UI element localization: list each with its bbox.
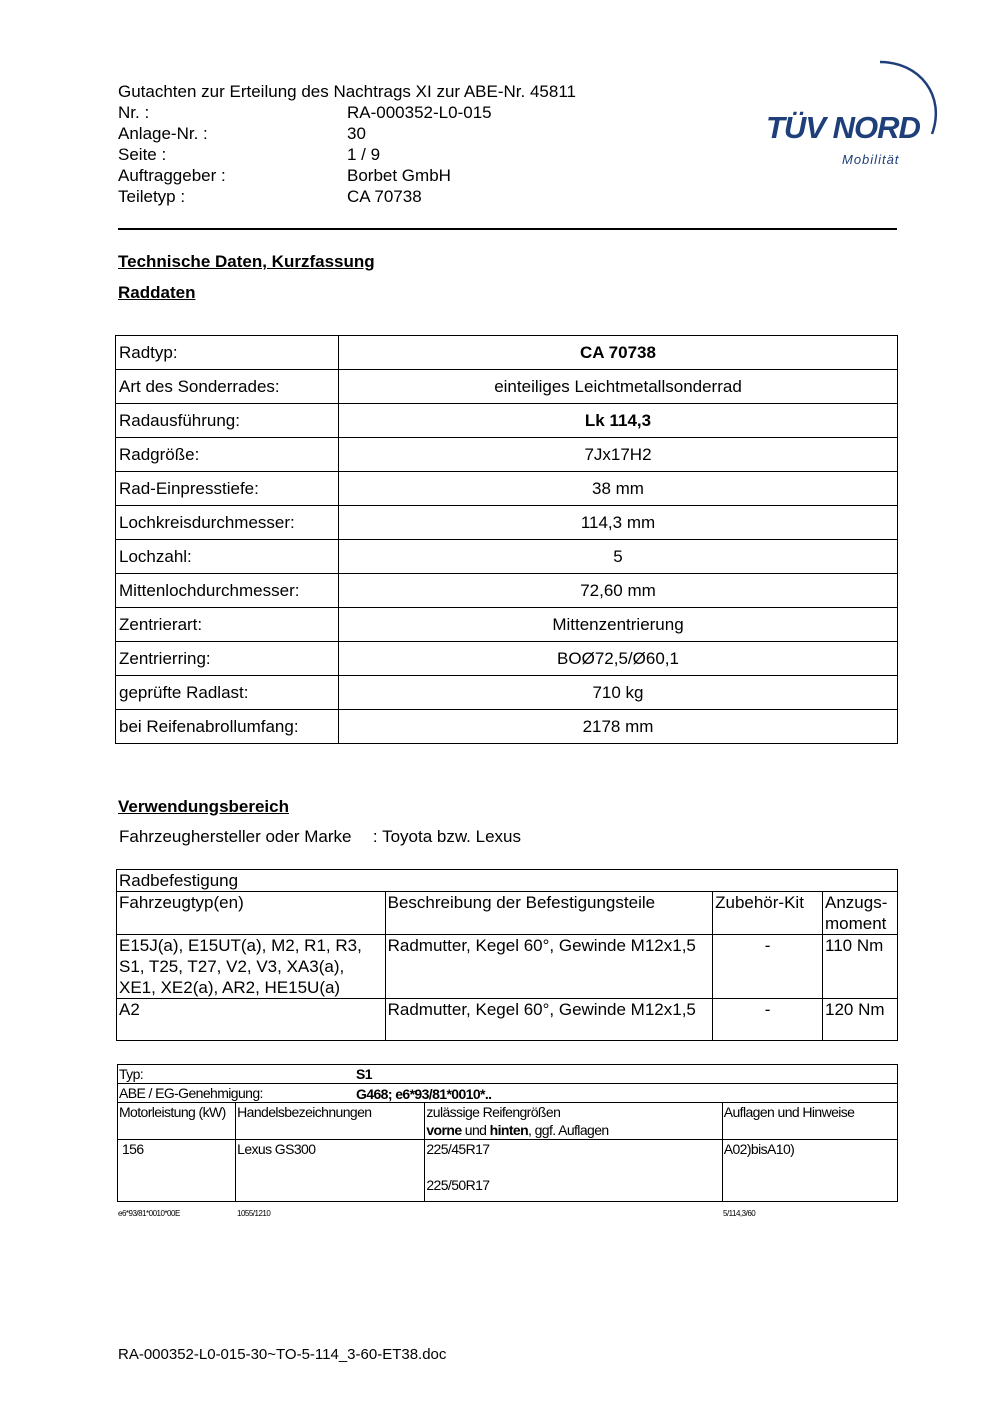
- tuv-nord-logo: [760, 56, 940, 172]
- header-row-label: Nr. :: [118, 103, 150, 122]
- raddaten-key: Rad-Einpresstiefe:: [116, 472, 339, 506]
- typ-table: [117, 1064, 898, 1202]
- row-reifen-2: 225/50R17: [426, 1177, 490, 1193]
- abe-value: G468; e6*93/81*0010*..: [356, 1086, 492, 1102]
- abe-label: ABE / EG-Genehmigung:: [119, 1085, 263, 1101]
- typ-label-cell: [118, 1065, 425, 1084]
- header-row: [118, 144, 380, 165]
- abe-filler: [425, 1084, 898, 1103]
- raddaten-row: [116, 642, 898, 676]
- hersteller-line: [119, 827, 521, 847]
- raddaten-value: 114,3 mm: [339, 506, 898, 540]
- raddaten-key: Zentrierart:: [116, 608, 339, 642]
- col-reifen-und: und: [461, 1122, 490, 1138]
- befestigung-kit: -: [713, 999, 823, 1041]
- raddaten-key: Lochzahl:: [116, 540, 339, 574]
- section-title: Technische Daten, Kurzfassung: [118, 252, 375, 271]
- col-reifen-rest: , ggf. Auflagen: [528, 1122, 609, 1138]
- radbefestigung-title: Radbefestigung: [117, 870, 898, 892]
- raddaten-key: Radtyp:: [116, 336, 339, 370]
- raddaten-value: 7Jx17H2: [339, 438, 898, 472]
- header-anzugsmoment-line1: Anzugs-: [825, 893, 888, 912]
- header-row-value: CA 70738: [347, 187, 422, 206]
- row-reifen-1: 225/45R17: [426, 1141, 490, 1157]
- raddaten-value: 2178 mm: [339, 710, 898, 744]
- footnote-3: 5/114,3/60: [723, 1209, 756, 1218]
- raddaten-value: Mittenzentrierung: [339, 608, 898, 642]
- raddaten-row: [116, 574, 898, 608]
- raddaten-value: 5: [339, 540, 898, 574]
- typ-label: Typ:: [119, 1066, 144, 1082]
- raddaten-value: 72,60 mm: [339, 574, 898, 608]
- raddaten-row: [116, 370, 898, 404]
- footnote-2: 1055/1210: [237, 1209, 271, 1218]
- befestigung-typ: A2: [117, 999, 386, 1041]
- col-reifengroessen: [425, 1103, 722, 1140]
- header-row-label: Teiletyp :: [118, 187, 186, 206]
- hersteller-separator: :: [372, 827, 378, 846]
- header-divider: [118, 228, 897, 230]
- header-row-value: 1 / 9: [347, 145, 381, 164]
- col-auflagen: Auflagen und Hinweise: [722, 1103, 897, 1140]
- raddaten-row: [116, 472, 898, 506]
- raddaten-row: [116, 404, 898, 438]
- document-title: Gutachten zur Erteilung des Nachtrags XI zur ABE-Nr. 45811: [118, 82, 576, 101]
- raddaten-row: [116, 540, 898, 574]
- raddaten-key: Radausführung:: [116, 404, 339, 438]
- hersteller-label: Fahrzeughersteller oder Marke: [119, 827, 352, 846]
- col-reifen-vorne: vorne: [426, 1122, 462, 1138]
- header-row-label: Seite :: [118, 145, 167, 164]
- befestigung-moment: 110 Nm: [823, 935, 898, 999]
- raddaten-table: [115, 335, 898, 744]
- row-handel: Lexus GS300: [236, 1140, 425, 1202]
- col-handelsbezeichnungen: Handelsbezeichnungen: [236, 1103, 425, 1140]
- logo-text: TÜV NORD: [766, 110, 920, 145]
- raddaten-value: Lk 114,3: [339, 404, 898, 438]
- header-row-value: 30: [347, 124, 366, 143]
- raddaten-row: [116, 608, 898, 642]
- col-motorleistung: Motorleistung (kW): [118, 1103, 236, 1140]
- raddaten-value: 710 kg: [339, 676, 898, 710]
- typ-value-cell: [425, 1065, 898, 1084]
- raddaten-key: bei Reifenabrollumfang:: [116, 710, 339, 744]
- raddaten-value: 38 mm: [339, 472, 898, 506]
- header-row-value: RA-000352-L0-015: [347, 103, 492, 122]
- row-motor: 156: [118, 1140, 236, 1202]
- raddaten-value: einteiliges Leichtmetallsonderrad: [339, 370, 898, 404]
- raddaten-key: Mittenlochdurchmesser:: [116, 574, 339, 608]
- header-row-label: Auftraggeber :: [118, 166, 226, 185]
- befestigung-typ: E15J(a), E15UT(a), M2, R1, R3, S1, T25, T27, V2, V3, XA3(a), XE1, XE2(a), AR2, HE15U(a): [117, 935, 386, 999]
- header-row: [118, 102, 492, 123]
- header-row-value: Borbet GmbH: [347, 166, 451, 185]
- section-subtitle: Raddaten: [118, 283, 196, 302]
- row-auflagen: A02)bisA10): [722, 1140, 897, 1202]
- raddaten-key: Art des Sonderrades:: [116, 370, 339, 404]
- hersteller-value: Toyota bzw. Lexus: [382, 827, 521, 846]
- raddaten-value: CA 70738: [339, 336, 898, 370]
- radbefestigung-table: [116, 869, 898, 1041]
- befestigung-kit: -: [713, 935, 823, 999]
- raddaten-value: BOØ72,5/Ø60,1: [339, 642, 898, 676]
- header-anzugsmoment: [823, 892, 898, 935]
- befestigung-desc: Radmutter, Kegel 60°, Gewinde M12x1,5: [385, 999, 712, 1041]
- header-zubehoer-kit: Zubehör-Kit: [713, 892, 823, 935]
- raddaten-key: Zentrierring:: [116, 642, 339, 676]
- header-row-label: Anlage-Nr. :: [118, 124, 208, 143]
- raddaten-row: [116, 438, 898, 472]
- logo-subtitle: Mobilität: [842, 152, 900, 167]
- footnote-1: e6*93/81*0010*00E: [118, 1209, 180, 1218]
- header-row: [118, 165, 451, 186]
- befestigung-desc: Radmutter, Kegel 60°, Gewinde M12x1,5: [385, 935, 712, 999]
- header-anzugsmoment-line2: moment: [825, 914, 887, 933]
- raddaten-key: geprüfte Radlast:: [116, 676, 339, 710]
- typ-value: S1: [356, 1066, 372, 1082]
- header-beschreibung: Beschreibung der Befestigungsteile: [385, 892, 712, 935]
- header-row: [118, 123, 366, 144]
- raddaten-key: Lochkreisdurchmesser:: [116, 506, 339, 540]
- header-fahrzeugtyp: Fahrzeugtyp(en): [117, 892, 386, 935]
- col-reifen-hinten: hinten: [489, 1122, 529, 1138]
- raddaten-row: [116, 710, 898, 744]
- col-reifen-line1: zulässige Reifengrößen: [426, 1104, 561, 1120]
- verwendungsbereich-title: Verwendungsbereich: [118, 797, 289, 816]
- footer-filename: RA-000352-L0-015-30~TO-5-114_3-60-ET38.doc: [118, 1346, 447, 1363]
- row-reifen: [425, 1140, 722, 1202]
- header-row: [118, 186, 422, 207]
- raddaten-row: [116, 676, 898, 710]
- raddaten-row: [116, 506, 898, 540]
- befestigung-moment: 120 Nm: [823, 999, 898, 1041]
- raddaten-key: Radgröße:: [116, 438, 339, 472]
- raddaten-row: [116, 336, 898, 370]
